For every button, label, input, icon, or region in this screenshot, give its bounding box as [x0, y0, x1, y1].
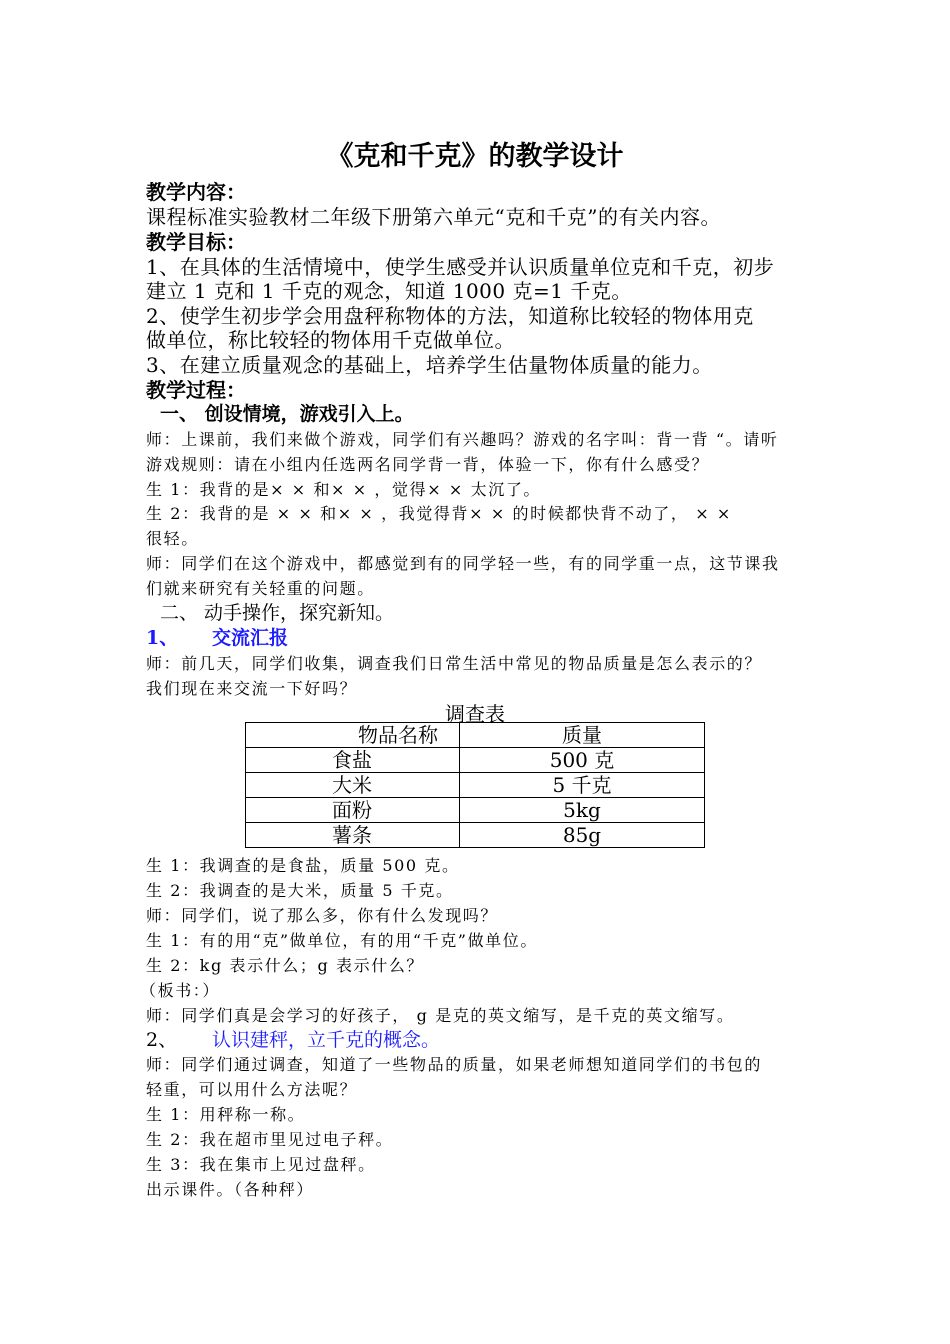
table-header-cell: 物品名称	[246, 723, 460, 748]
process-heading: 教学过程：	[146, 378, 246, 402]
table-cell: 薯条	[246, 823, 460, 848]
dialogue-line: 很轻。	[146, 529, 199, 548]
dialogue-line: 生 2：kg 表示什么；g 表示什么？	[146, 956, 425, 975]
dialogue-line: 师：上课前，我们来做个游戏，同学们有兴趣吗？游戏的名字叫：背一背 “。请听	[146, 430, 779, 449]
table-header-row	[246, 723, 705, 748]
dialogue-line: 生 2：我背的是 × × 和× × ，我觉得背× × 的时候都快背不动了， × ×	[146, 504, 732, 523]
sub1-number: 1、	[146, 627, 179, 649]
dialogue-line: 师：同学们在这个游戏中，都感觉到有的同学轻一些，有的同学重一点，这节课我	[146, 554, 780, 573]
sub2-number: 2、	[146, 1029, 178, 1051]
dialogue-line: 游戏规则：请在小组内任选两名同学背一背，体验一下，你有什么感受？	[146, 455, 710, 474]
dialogue-line: 生 1：我调查的是食盐，质量 500 克。	[146, 856, 460, 875]
sub2-title: 认识建秤，立千克的概念。	[212, 1029, 441, 1051]
table-cell: 食盐	[246, 748, 460, 773]
sub1-title: 交流汇报	[212, 627, 289, 649]
dialogue-line: （板书：）	[140, 981, 221, 1000]
part1-heading: 一、 创设情境，游戏引入上。	[160, 403, 414, 425]
dialogue-line: 师：同学们通过调查，知道了一些物品的质量，如果老师想知道同学们的书包的	[146, 1055, 763, 1074]
table-row	[246, 748, 705, 773]
dialogue-line: 师：前几天，同学们收集，调查我们日常生活中常见的物品质量是怎么表示的？	[146, 654, 763, 673]
goal-line: 3、在建立质量观念的基础上，培养学生估量物体质量的能力。	[146, 353, 713, 377]
dialogue-line: 出示课件。（各种秤）	[146, 1180, 315, 1199]
dialogue-line: 生 1：我背的是× × 和× × ，觉得× × 太沉了。	[146, 480, 542, 499]
table-header-cell: 质量	[460, 723, 705, 748]
dialogue-line: 师：同学们真是会学习的好孩子， g 是克的英文缩写，是千克的英文缩写。	[146, 1006, 735, 1025]
goal-line: 1、在具体的生活情境中，使学生感受并认识质量单位克和千克，初步	[146, 255, 775, 279]
table-cell: 面粉	[246, 798, 460, 823]
dialogue-line: 师：同学们，说了那么多，你有什么发现吗？	[146, 906, 499, 925]
table-cell: 大米	[246, 773, 460, 798]
goal-line: 建立 1 克和 1 千克的观念，知道 1000 克=1 千克。	[146, 279, 632, 303]
dialogue-line: 们就来研究有关轻重的问题。	[146, 579, 375, 598]
dialogue-line: 生 3：我在集市上见过盘秤。	[146, 1155, 376, 1174]
table-cell: 85g	[460, 823, 705, 848]
table-cell: 500 克	[460, 748, 705, 773]
content-heading: 教学内容：	[146, 180, 246, 204]
goals-heading: 教学目标：	[146, 230, 246, 254]
table-caption: 调查表	[445, 702, 505, 726]
dialogue-line: 生 2：我调查的是大米，质量 5 千克。	[146, 881, 454, 900]
table-cell: 5kg	[460, 798, 705, 823]
table-row	[246, 798, 705, 823]
dialogue-line: 我们现在来交流一下好吗？	[146, 679, 358, 698]
survey-table	[245, 722, 705, 848]
dialogue-line: 生 1：有的用“克”做单位，有的用“千克”做单位。	[146, 931, 538, 950]
dialogue-line: 生 1：用秤称一称。	[146, 1105, 306, 1124]
document-title: 《克和千克》的教学设计	[326, 141, 624, 172]
table-row	[246, 823, 705, 848]
goal-line: 2、使学生初步学会用盘秤称物体的方法，知道称比较轻的物体用克	[146, 304, 754, 328]
part2-heading: 二、 动手操作，探究新知。	[160, 602, 395, 624]
dialogue-line: 生 2：我在超市里见过电子秤。	[146, 1130, 394, 1149]
content-text: 课程标准实验教材二年级下册第六单元“克和千克”的有关内容。	[146, 205, 721, 229]
goal-line: 做单位，称比较轻的物体用千克做单位。	[146, 328, 515, 352]
dialogue-line: 轻重，可以用什么方法呢？	[146, 1080, 358, 1099]
table-row	[246, 773, 705, 798]
table-cell: 5 千克	[460, 773, 705, 798]
